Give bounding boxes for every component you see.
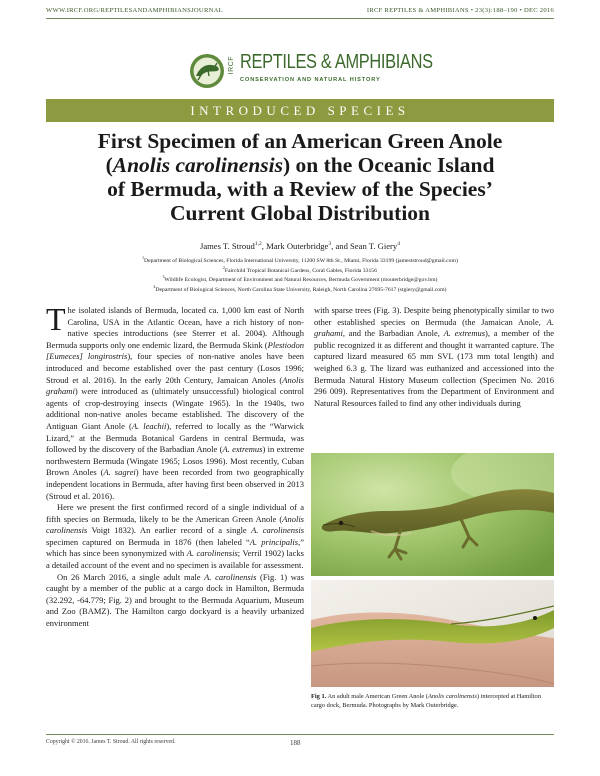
anole-photo-bottom-image — [311, 580, 554, 687]
paragraph: The isolated islands of Bermuda, located ca. 1,000 km east of North Carolina, USA in the Atlantic Ocean, have a rich history of non-native species introductions (see Sterrer et al. 2004). Although Bermuda supports only one endemic lizard, the Bermuda Skink (Plestiodon [Eumeces] longirostris), four species of non-native anoles have been introduced and become established over the past century (Losos 1996; Stroud et al. 2016). In the early 20th Century, Jamaican Anoles (Anolis grahami) were introduced as (ultimately unsuccessful) biological control agents of crop-destroying insects (Wingate 1965). In the 1940s, two additional non-native anoles became established. The discovery of the Antiguan Giant Anole (A. leachii), referred to locally as the “Warwick Lizard,” at the Bermuda Botanical Gardens in central Bermuda, was followed by the discovery of the Barbadian Anole (A. extremus) in extreme northwestern Bermuda (Wingate 1965; Losos 1996). Most recently, Cuban Brown Anoles (A. sagrei) have been recorded from two geographically independent locations in Bermuda, after having first been observed in 2013 (Stroud et al. 2016). — [46, 301, 305, 501]
paragraph: with sparse trees (Fig. 3). Despite being phenotypically similar to two other established species on Bermuda (the Jamaican Anole, A. grahami, and the Barbadian Anole, A. extremus), a member of the public recognized it as different and thought it warranted capture. The captured lizard measured 65 mm SVL (173 mm total length) and weighed 6.3 g. The lizard was euthanized and accessioned into the Bermuda Natural History Museum collection (Specimen No. 2016 296 009). Representatives from the Department of Environment and Natural Resources failed to find any other individuals during — [314, 305, 554, 408]
affiliation-line: $^3$Wildlife Ecologist, Department of Environment and Natural Resources, Bermuda Government (mouterbridge@gov.bm) — [162, 275, 438, 284]
author-name: Sean T. Giery — [350, 241, 398, 251]
anole-photo-top — [311, 453, 554, 576]
author-name: James T. Stroud — [199, 241, 255, 251]
article-title: First Specimen of an American Green Anole (Anolis carolinensis) on the Oceanic Island of Bermuda, with a Review of the Species’ Current Global Distribution — [97, 129, 503, 225]
journal-url: WWW.IRCF.ORG/REPTILESANDAMPHIBIANSJOURNAL — [46, 7, 223, 14]
section-banner: INTRODUCED SPECIES — [46, 99, 554, 122]
author-list: James T. Stroud$^{1,2}$, Mark Outerbridge$^3$, and Sean T. Giery$^4$ — [199, 241, 401, 251]
affiliations — [46, 257, 554, 295]
affiliation-line: $^1$Department of Biological Sciences, Florida International University, 11200 SW 8th St., Miami, Florida 33199 (jameststroud@gmail.com) — [142, 256, 458, 264]
author-affil-marker: 4 — [397, 241, 401, 248]
affiliation-line: $^2$Fairchild Tropical Botanical Gardens, Coral Gables, Florida 33156 — [223, 265, 377, 274]
title-line-2: ) on the Oceanic Island — [283, 153, 495, 177]
author-affil-marker: 3 — [328, 241, 332, 248]
footer-divider — [46, 734, 554, 735]
author-name: Mark Outerbridge — [266, 241, 329, 251]
figure-caption: Fig 1. An adult male American Green Anole (Anolis carolinensis) intercepted at Hamilton cargo dock, Bermuda. Photographs by Mark Outerbridge. — [311, 693, 541, 709]
header-divider — [46, 18, 554, 19]
page-number: 188 — [290, 739, 301, 747]
drop-cap: T — [46, 301, 66, 337]
logo-subtitle: CONSERVATION AND NATURAL HISTORY — [240, 77, 381, 83]
journal-logo — [188, 51, 433, 90]
body-column-left — [46, 301, 305, 630]
anole-photo-bottom — [311, 580, 554, 687]
affiliation-line: $^4$Department of Biological Sciences, North Carolina State University, Raleigh, North Carolina 27695-7617 (stgiery@gmail.com) — [153, 284, 447, 293]
anole-photo-top-image — [311, 453, 554, 576]
title-line-4: Current Global Distribution — [169, 201, 430, 225]
title-line-1: First Specimen of an American Green Anole — [97, 129, 503, 153]
copyright-notice: Copyright © 2016. James T. Stroud. All rights reserved. — [46, 739, 176, 745]
body-column-right — [314, 305, 554, 409]
author-affil-marker: 1,2 — [254, 241, 262, 248]
journal-citation: IRCF REPTILES & AMPHIBIANS • 23(3):188–190 • DEC 2016 — [366, 7, 554, 14]
paragraph: Here we present the first confirmed record of a single individual of a fifth species on Bermuda, likely to be the American Green Anole (Anolis carolinensis Voigt 1832). An earlier record of a single A. carolinensis specimen captured on Bermuda in 1876 (then labeled “A. principalis,” which has since been synonymized with A. carolinensis; Verril 1902) lacks a detailed account of the event and no specimen is available for assessment. — [46, 502, 304, 571]
figure-label: Fig 1. — [311, 693, 327, 700]
logo-title: REPTILES & AMPHIBIANS — [240, 51, 433, 73]
lizard-emblem-icon — [188, 52, 228, 90]
logo-ircf-text: IRCF — [228, 56, 235, 75]
title-line-3: of Bermuda, with a Review of the Species’ — [107, 177, 493, 201]
title-scientific-name: Anolis carolinensis — [112, 153, 283, 177]
paragraph: On 26 March 2016, a single adult male A. carolinensis (Fig. 1) was caught by a member of the public at a cargo dock in Hamilton, Bermuda (32.292, -64.779; Fig. 2) and brought to the Bermuda Aquarium, Museum and Zoo (BAMZ). The Hamilton cargo dockyard is a heavily urbanized environment — [46, 571, 304, 629]
